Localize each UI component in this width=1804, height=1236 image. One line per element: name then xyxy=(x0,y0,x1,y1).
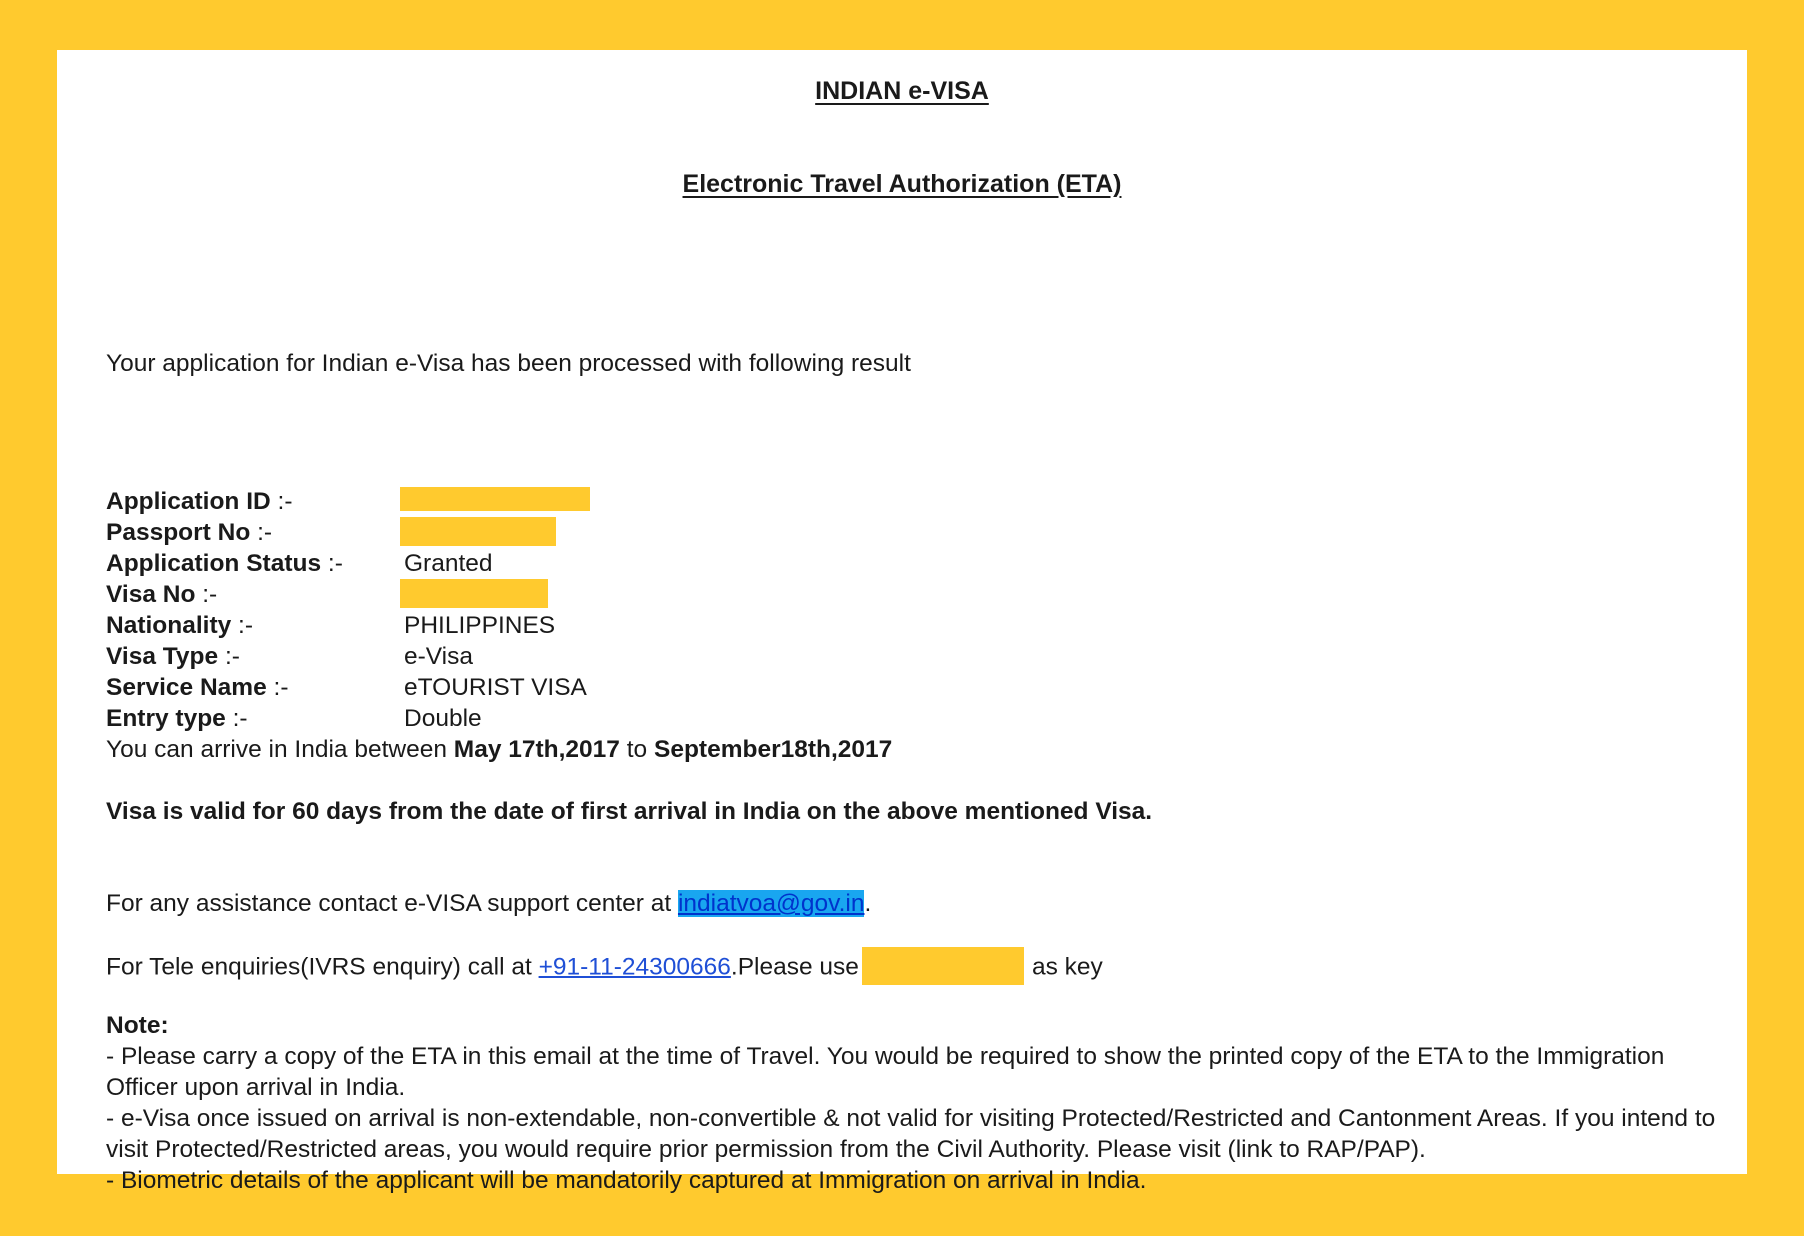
application-id-label: Application ID xyxy=(106,488,271,515)
support-email-link[interactable]: indiatvoa@gov.in xyxy=(677,890,865,917)
tele-suffix: as key xyxy=(1031,953,1103,981)
visa-no-row xyxy=(106,579,217,610)
note-title: Note: xyxy=(106,1012,169,1039)
passport-no-label: Passport No xyxy=(106,519,251,546)
visa-no-label: Visa No xyxy=(106,581,196,608)
assistance-suffix: . xyxy=(864,890,872,917)
page-title: INDIAN e-VISA xyxy=(815,77,989,105)
application-id-row xyxy=(106,486,292,517)
page-subtitle: Electronic Travel Authorization (ETA) xyxy=(682,170,1122,198)
visa-type-value: e-Visa xyxy=(404,643,474,670)
service-name-sep: :- xyxy=(266,674,289,701)
note-item: - e-Visa once issued on arrival is non-extendable, non-convertible & not valid for visiting Protected/Restricted and Cantonment Areas. If you intend to visit Protected/Restricted areas, you would require prior permission from the Civil Authority. Please visit (link to RAP/PAP). xyxy=(106,1105,1716,1163)
nationality-label: Nationality xyxy=(106,612,232,639)
validity-statement: Visa is valid for 60 days from the date of first arrival in India on the above mentioned Visa. xyxy=(106,798,1153,825)
nationality-sep: :- xyxy=(231,612,254,639)
arrival-start-date: May 17th,2017 xyxy=(453,736,620,763)
application-status-label: Application Status xyxy=(106,550,322,577)
entry-type-sep: :- xyxy=(225,705,248,732)
nationality-row xyxy=(106,610,556,641)
arrival-prefix: You can arrive in India between xyxy=(106,736,454,763)
tele-enquiry-line xyxy=(106,949,1103,987)
ivrs-key-redaction xyxy=(862,947,1024,985)
service-name-row xyxy=(106,672,587,703)
application-id-sep: :- xyxy=(270,488,293,515)
application-status-value: Granted xyxy=(404,550,493,577)
assistance-prefix: For any assistance contact e-VISA support center at xyxy=(106,890,678,917)
passport-no-redaction xyxy=(400,517,556,546)
visa-no-redaction xyxy=(400,579,548,608)
service-name-label: Service Name xyxy=(106,674,267,701)
ivrs-phone-link[interactable]: +91-11-24300666 xyxy=(538,953,731,981)
nationality-value: PHILIPPINES xyxy=(404,612,556,639)
arrival-middle: to xyxy=(619,736,654,763)
note-item: - Biometric details of the applicant will be mandatorily captured at Immigration on arrival in India. xyxy=(106,1167,1147,1194)
assistance-line xyxy=(106,888,871,919)
service-name-value: eTOURIST VISA xyxy=(404,674,587,701)
visa-type-label: Visa Type xyxy=(106,643,219,670)
visa-type-row xyxy=(106,641,474,672)
email-document xyxy=(57,50,1747,1194)
application-status-sep: :- xyxy=(321,550,343,577)
note-item: - Please carry a copy of the ETA in this email at the time of Travel. You would be required to show the printed copy of the ETA to the Immigration Officer upon arrival in India. xyxy=(106,1043,1665,1101)
entry-type-label: Entry type xyxy=(106,705,226,732)
application-id-redaction xyxy=(400,487,590,511)
tele-prefix: For Tele enquiries(IVRS enquiry) call at xyxy=(106,953,539,981)
entry-type-row xyxy=(106,703,482,734)
visa-type-sep: :- xyxy=(218,643,240,670)
application-status-row xyxy=(106,548,493,579)
tele-middle: .Please use xyxy=(730,953,859,981)
passport-no-row xyxy=(106,517,272,548)
arrival-window xyxy=(106,734,892,765)
entry-type-value: Double xyxy=(404,705,482,732)
visa-no-sep: :- xyxy=(195,581,218,608)
note-list xyxy=(106,1041,1716,1196)
arrival-end-date: September18th,2017 xyxy=(653,736,893,763)
intro-text: Your application for Indian e-Visa has been processed with following result xyxy=(106,350,911,377)
passport-no-sep: :- xyxy=(250,519,273,546)
